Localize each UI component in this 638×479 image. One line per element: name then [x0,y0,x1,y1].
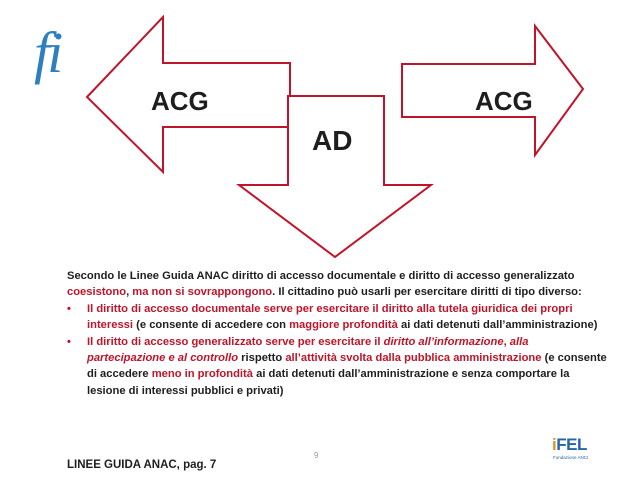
bullet2-red-italic: diritto all’informazione [383,335,504,348]
fi-logo: fi [34,20,61,85]
intro-part-2: , [126,286,133,299]
right-arrow-label: ACG [475,86,533,116]
ifel-logo-rest: FEL [556,435,587,454]
left-arrow-label: ACG [151,86,209,116]
ifel-logo-subtitle: Fondazione ANCI [553,455,589,460]
bullet1-red: Il diritto di accesso documentale serve per esercitare il diritto alla tutela giuridica dei propri interessi [87,302,573,332]
bullet2-black1: rispetto [238,352,286,365]
page-number: 9 [314,451,319,460]
bullet1-end: ai dati detenuti dall’amministrazione) [397,319,598,332]
bullet2-black3: ai dati detenuti dall’amministrazione e senza comportare la lesione di interessi pubblici e privati) [87,368,570,397]
bullet1-red2: maggiore profondità [289,319,398,332]
ifel-logo [552,436,600,464]
bullet2-red-comma: , [503,335,510,348]
bullet2-red-italic2: alla partecipazione e al controllo [87,335,529,365]
bullet-dot: • [67,302,71,315]
down-arrow-label: AD [312,125,353,156]
ifel-logo-i: i [552,435,557,454]
intro-part-1: Secondo le Linee Guida ANAC diritto di accesso documentale e diritto di accesso generalizzato [67,270,575,282]
intro-non-sovrapposizione: ma non si sovrappongono [132,286,273,299]
bullet-item-generalizzato [67,334,607,400]
bullet-list [67,301,607,399]
body-text [67,268,607,399]
intro-part-3: . Il cittadino può usarli per esercitare diritti di tipo diverso: [272,286,582,299]
bullet2-black2: (e consente di accedere [87,352,607,381]
bullet2-red4: meno in profondità [151,368,253,381]
bullet2-red3: all’attività svolta dalla pubblica amministrazione [285,352,542,365]
bullet-item-documentale [67,301,607,334]
bullet1-mid: (e consente di accedere con [133,319,290,332]
intro-coesistono: coesistono [67,286,127,299]
ifel-logo-title [552,436,587,454]
footer-reference: LINEE GUIDA ANAC, pag. 7 [67,459,217,471]
bullet2-red: Il diritto di accesso generalizzato serve per esercitare il [87,335,384,348]
intro-paragraph [67,268,607,301]
bullet-dot: • [67,335,71,348]
